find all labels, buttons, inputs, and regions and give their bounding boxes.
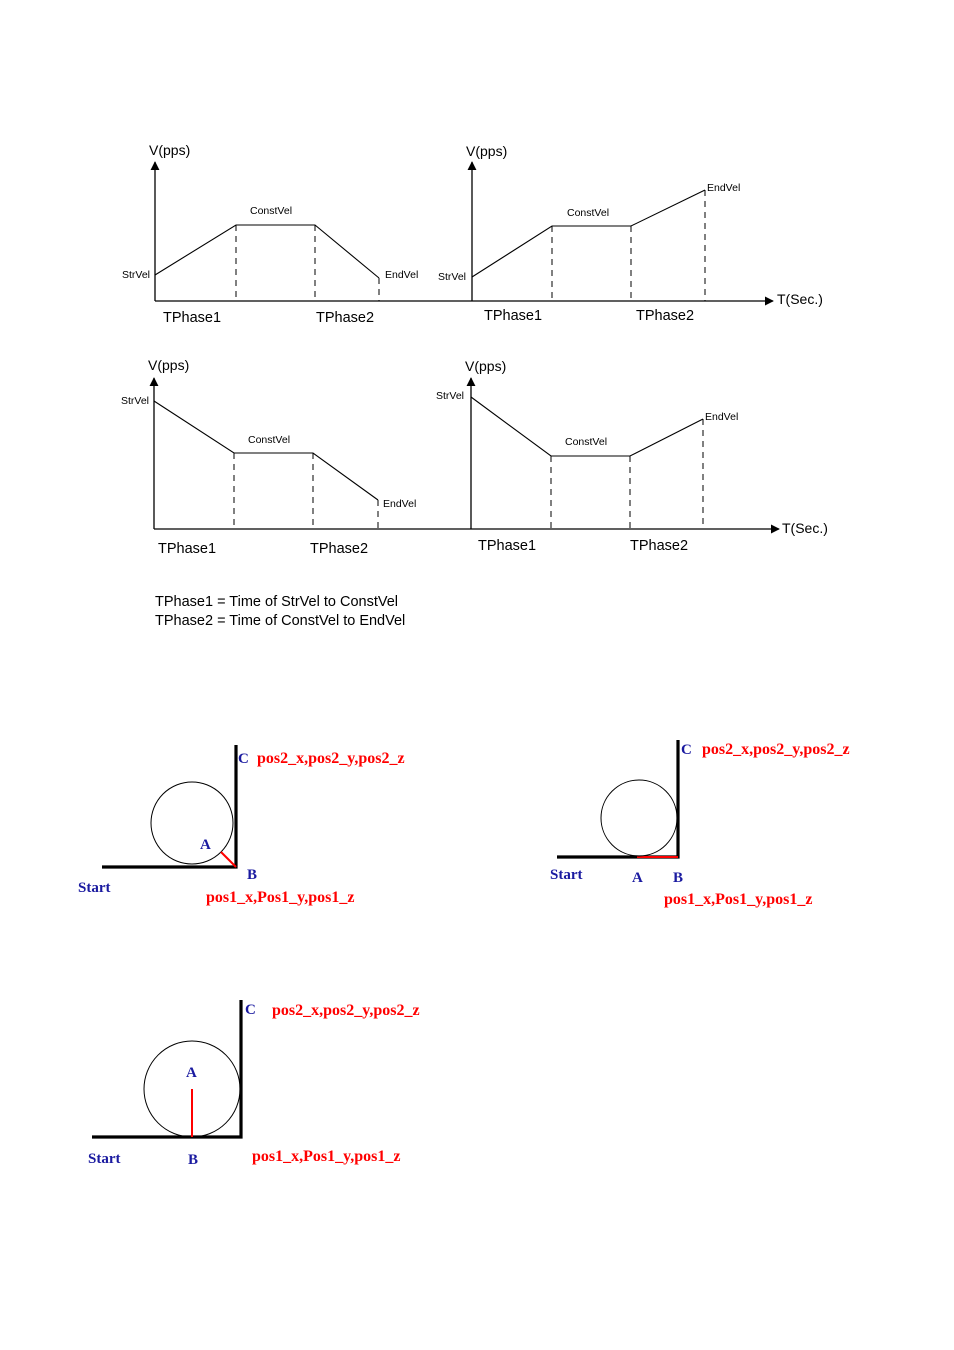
point-b-label: B [188,1152,199,1168]
endvel-label: EndVel [385,269,419,281]
endvel-label: EndVel [707,182,741,194]
radius-line [221,852,236,867]
strvel-label: StrVel [436,390,465,402]
arc-diagram-3 [88,1000,420,1168]
corner-path [92,1000,241,1137]
point-a-label: A [186,1065,197,1081]
pos2-label: pos2_x,pos2_y,pos2_z [272,1002,420,1019]
tphase2-label: TPhase2 [636,308,695,324]
endvel-label: EndVel [383,498,417,510]
velocity-curve [155,225,379,278]
point-c-label: C [681,742,692,758]
y-axis-label: V(pps) [149,142,191,158]
tphase2-definition: TPhase2 = Time of ConstVel to EndVel [155,613,406,629]
arc-circle [151,782,233,864]
arc-circle [601,780,677,856]
velocity-curve [472,190,705,277]
tphase2-label: TPhase2 [316,310,375,326]
velocity-profile-4 [436,358,828,554]
endvel-label: EndVel [705,411,739,423]
velocity-profile-1 [122,142,472,326]
pos2-label: pos2_x,pos2_y,pos2_z [702,741,850,758]
point-a-label: A [200,837,211,853]
point-b-label: B [247,867,258,883]
point-c-label: C [245,1002,256,1018]
y-axis-label: V(pps) [465,358,507,374]
tphase1-label: TPhase1 [484,308,543,324]
tphase2-label: TPhase2 [310,541,369,557]
y-axis-label: V(pps) [466,143,508,159]
tphase2-label: TPhase2 [630,538,689,554]
constvel-label: ConstVel [565,436,608,448]
x-axis-label: T(Sec.) [777,291,823,307]
corner-path [102,745,236,867]
arc-diagram-1 [78,745,405,906]
point-c-label: C [238,751,249,767]
pos2-label: pos2_x,pos2_y,pos2_z [257,750,405,767]
velocity-curve [154,401,378,500]
x-axis-label: T(Sec.) [782,520,828,536]
start-label: Start [88,1151,121,1167]
constvel-label: ConstVel [567,207,610,219]
pos1-label: pos1_x,Pos1_y,pos1_z [252,1148,401,1165]
pos1-label: pos1_x,Pos1_y,pos1_z [664,891,813,908]
constvel-label: ConstVel [248,434,291,446]
corner-path [557,740,678,857]
velocity-profile-2 [438,143,823,324]
velocity-profile-3 [121,357,471,557]
arc-diagram-2 [550,740,850,908]
start-label: Start [550,867,583,883]
point-b-label: B [673,870,684,886]
tphase1-label: TPhase1 [163,310,222,326]
tphase1-label: TPhase1 [158,541,217,557]
strvel-label: StrVel [121,395,150,407]
pos1-label: pos1_x,Pos1_y,pos1_z [206,889,355,906]
y-axis-label: V(pps) [148,357,190,373]
start-label: Start [78,880,111,896]
strvel-label: StrVel [122,269,151,281]
constvel-label: ConstVel [250,205,293,217]
tphase1-label: TPhase1 [478,538,537,554]
tphase1-definition: TPhase1 = Time of StrVel to ConstVel [155,594,399,610]
strvel-label: StrVel [438,271,467,283]
point-a-label: A [632,870,643,886]
